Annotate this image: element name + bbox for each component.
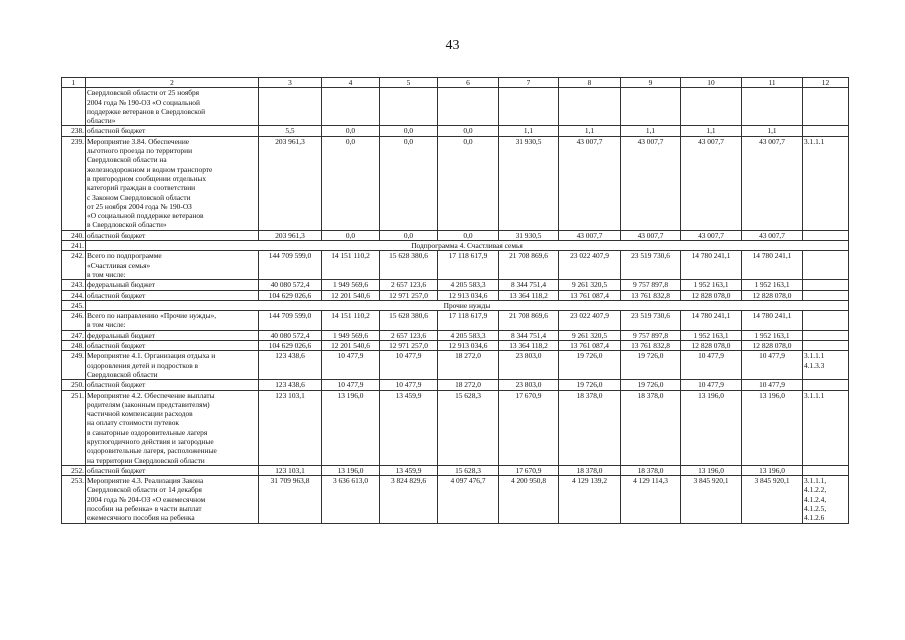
row-name: областной бюджет [86,290,259,300]
value-cell: 18 378,0 [621,465,681,475]
value-cell: 21 708 869,6 [499,251,559,280]
row-name: федеральный бюджет [86,330,259,340]
value-cell: 12 971 257,0 [380,341,438,351]
value-cell: 13 196,0 [681,390,742,465]
value-cell: 13 196,0 [681,465,742,475]
value-cell: 203 961,3 [259,136,322,230]
row-number: 249. [62,351,86,380]
value-cell: 10 477,9 [742,351,803,380]
value-cell: 104 629 026,6 [259,341,322,351]
value-cell: 0,0 [322,126,380,136]
value-cell: 0,0 [322,230,380,240]
value-cell: 123 438,6 [259,380,322,390]
value-cell: 14 780 241,1 [681,311,742,331]
value-cell: 0,0 [438,230,499,240]
value-cell: 3 845 920,1 [681,476,742,523]
value-cell: 123 103,1 [259,390,322,465]
row-number [62,88,86,126]
header-cell: 4 [322,78,380,88]
value-cell: 31 930,5 [499,230,559,240]
value-cell: 40 080 572,4 [259,280,322,290]
value-cell: 1,1 [681,126,742,136]
table-row [62,351,849,380]
value-cell: 19 726,0 [559,380,621,390]
value-cell: 12 201 540,6 [322,290,380,300]
value-cell: 12 828 078,0 [681,341,742,351]
value-cell: 4 205 583,3 [438,330,499,340]
target-code [803,88,849,126]
value-cell: 9 261 320,5 [559,280,621,290]
page-number: 43 [445,38,460,53]
value-cell: 43 007,7 [742,136,803,230]
row-number: 238. [62,126,86,136]
value-cell: 4 129 114,3 [621,476,681,523]
header-cell: 1 [62,78,86,88]
value-cell [322,88,380,126]
target-code [803,290,849,300]
row-number: 241. [62,241,86,251]
value-cell: 17 670,9 [499,390,559,465]
value-cell: 18 378,0 [559,390,621,465]
value-cell: 15 628,3 [438,465,499,475]
table-row [62,330,849,340]
value-cell: 5,5 [259,126,322,136]
row-number: 246. [62,311,86,331]
value-cell: 14 780 241,1 [681,251,742,280]
value-cell: 14 780 241,1 [742,311,803,331]
value-cell: 3 824 829,6 [380,476,438,523]
value-cell: 14 780 241,1 [742,251,803,280]
value-cell [559,88,621,126]
value-cell: 12 201 540,6 [322,341,380,351]
target-code [803,230,849,240]
value-cell: 31 930,5 [499,136,559,230]
row-number: 240. [62,230,86,240]
value-cell: 23 803,0 [499,380,559,390]
target-code [803,380,849,390]
value-cell: 0,0 [380,136,438,230]
value-cell: 203 961,3 [259,230,322,240]
value-cell: 1 949 569,6 [322,330,380,340]
header-cell: 3 [259,78,322,88]
table-row [62,136,849,230]
row-name: Всего по подпрограмме «Счастливая семья» в том числе: [86,251,259,280]
value-cell: 4 097 476,7 [438,476,499,523]
value-cell: 0,0 [322,136,380,230]
value-cell: 0,0 [438,136,499,230]
row-name: Мероприятие 4.1. Организация отдыха и оздоровления детей и подростков в Свердловской области [86,351,259,380]
row-name: областной бюджет [86,230,259,240]
value-cell: 18 378,0 [559,465,621,475]
value-cell: 123 103,1 [259,465,322,475]
row-name: Мероприятие 4.2. Обеспечение выплаты родителям (законным представителям) частичной компенсации расходов на оплату стоимости путевок в санаторные оздоровительные лагеря круглогодичного действия и загородные оздоровительные лагеря, расположенные на территории Свердловской области [86,390,259,465]
value-cell: 4 129 139,2 [559,476,621,523]
target-code: 3.1.1.1, 4.1.2.2, 4.1.2.4, 4.1.2.5, 4.1.2.6 [803,476,849,523]
target-code: 3.1.1.1 4.1.3.3 [803,351,849,380]
header-cell: 12 [803,78,849,88]
value-cell: 13 761 087,4 [559,290,621,300]
target-code [803,126,849,136]
row-number: 245. [62,300,86,310]
table-row [62,380,849,390]
value-cell: 12 828 078,0 [742,290,803,300]
header-row [62,78,849,88]
header-cell: 11 [742,78,803,88]
table-row [62,88,849,126]
value-cell: 3 636 613,0 [322,476,380,523]
header-cell: 6 [438,78,499,88]
target-code: 3.1.1.1 [803,390,849,465]
row-name: областной бюджет [86,380,259,390]
value-cell: 23 519 730,6 [621,251,681,280]
value-cell: 104 629 026,6 [259,290,322,300]
value-cell: 13 196,0 [322,390,380,465]
value-cell: 4 200 950,8 [499,476,559,523]
value-cell: 4 205 583,3 [438,280,499,290]
value-cell: 8 344 751,4 [499,280,559,290]
value-cell: 2 657 123,6 [380,330,438,340]
value-cell: 12 913 034,6 [438,341,499,351]
value-cell [438,88,499,126]
value-cell: 9 261 320,5 [559,330,621,340]
value-cell: 10 477,9 [380,380,438,390]
row-name: Свердловской области от 25 ноября 2004 года № 190-ОЗ «О социальной поддержке ветеранов в Свердловской области» [86,88,259,126]
value-cell: 1,1 [559,126,621,136]
table-row [62,251,849,280]
value-cell: 17 118 617,9 [438,251,499,280]
value-cell: 43 007,7 [559,230,621,240]
value-cell: 12 828 078,0 [681,290,742,300]
table-row [62,465,849,475]
row-number: 251. [62,390,86,465]
value-cell: 15 628 380,6 [380,311,438,331]
value-cell: 14 151 110,2 [322,251,380,280]
table-row [62,230,849,240]
value-cell: 0,0 [438,126,499,136]
value-cell: 17 670,9 [499,465,559,475]
value-cell: 12 828 078,0 [742,341,803,351]
value-cell: 13 761 832,8 [621,290,681,300]
value-cell: 144 709 599,0 [259,251,322,280]
value-cell: 13 196,0 [742,390,803,465]
target-code [803,251,849,280]
value-cell: 18 272,0 [438,351,499,380]
section-title: Подпрограмма 4. Счастливая семья [86,241,849,251]
value-cell: 31 709 963,8 [259,476,322,523]
table-row [62,476,849,523]
table-row [62,311,849,331]
value-cell: 15 628 380,6 [380,251,438,280]
value-cell: 8 344 751,4 [499,330,559,340]
value-cell: 144 709 599,0 [259,311,322,331]
target-code: 3.1.1.1 [803,136,849,230]
value-cell: 1,1 [499,126,559,136]
target-code [803,330,849,340]
value-cell [742,88,803,126]
value-cell: 10 477,9 [681,351,742,380]
row-name: федеральный бюджет [86,280,259,290]
value-cell: 23 803,0 [499,351,559,380]
row-name: областной бюджет [86,126,259,136]
value-cell: 1 952 163,1 [742,280,803,290]
value-cell: 23 519 730,6 [621,311,681,331]
value-cell: 14 151 110,2 [322,311,380,331]
table-row [62,290,849,300]
budget-table [61,77,849,524]
row-name: Мероприятие 4.3. Реализация Закона Свердловской области от 14 декабря 2004 года № 204-ОЗ «О ежемесячном пособии на ребенка» в части выплат ежемесячного пособия на ребенка [86,476,259,523]
value-cell: 123 438,6 [259,351,322,380]
value-cell: 13 196,0 [742,465,803,475]
table-row [62,341,849,351]
value-cell: 43 007,7 [621,230,681,240]
row-number: 247. [62,330,86,340]
row-name: Мероприятие 3.84. Обеспечение льготного проезда по территории Свердловской области на железнодорожном и водном транспорте в пригородном сообщении отдельных категорий граждан в соответствии с Законом Свердловской области от 25 ноября 2004 года № 190-ОЗ «О социальной поддержке ветеранов в Свердловской области» [86,136,259,230]
value-cell: 13 196,0 [322,465,380,475]
value-cell: 21 708 869,6 [499,311,559,331]
value-cell: 19 726,0 [621,351,681,380]
value-cell: 1 952 163,1 [681,330,742,340]
table-row [62,241,849,251]
header-cell: 9 [621,78,681,88]
header-cell: 8 [559,78,621,88]
value-cell: 2 657 123,6 [380,280,438,290]
value-cell: 19 726,0 [621,380,681,390]
value-cell: 0,0 [380,230,438,240]
value-cell [681,88,742,126]
value-cell: 17 118 617,9 [438,311,499,331]
target-code [803,311,849,331]
value-cell: 10 477,9 [681,380,742,390]
row-number: 253. [62,476,86,523]
value-cell: 13 364 118,2 [499,341,559,351]
row-number: 252. [62,465,86,475]
value-cell: 12 913 034,6 [438,290,499,300]
value-cell: 13 761 832,8 [621,341,681,351]
value-cell [621,88,681,126]
value-cell: 1,1 [742,126,803,136]
value-cell [499,88,559,126]
row-name: областной бюджет [86,465,259,475]
value-cell: 15 628,3 [438,390,499,465]
value-cell: 19 726,0 [559,351,621,380]
header-cell: 10 [681,78,742,88]
table-row [62,126,849,136]
row-number: 250. [62,380,86,390]
row-number: 243. [62,280,86,290]
value-cell: 1,1 [621,126,681,136]
value-cell [259,88,322,126]
value-cell: 43 007,7 [681,230,742,240]
row-number: 248. [62,341,86,351]
row-name: Всего по направлению «Прочие нужды», в том числе: [86,311,259,331]
value-cell: 43 007,7 [559,136,621,230]
target-code [803,465,849,475]
value-cell: 18 378,0 [621,390,681,465]
value-cell: 9 757 897,8 [621,280,681,290]
value-cell: 1 949 569,6 [322,280,380,290]
value-cell: 10 477,9 [380,351,438,380]
value-cell: 10 477,9 [322,380,380,390]
value-cell: 1 952 163,1 [742,330,803,340]
row-number: 242. [62,251,86,280]
value-cell: 13 459,9 [380,465,438,475]
value-cell: 40 080 572,4 [259,330,322,340]
row-number: 239. [62,136,86,230]
value-cell: 10 477,9 [322,351,380,380]
value-cell: 3 845 920,1 [742,476,803,523]
target-code [803,280,849,290]
table-row [62,280,849,290]
row-name: областной бюджет [86,341,259,351]
value-cell: 1 952 163,1 [681,280,742,290]
header-cell: 2 [86,78,259,88]
value-cell: 10 477,9 [742,380,803,390]
row-number: 244. [62,290,86,300]
value-cell: 13 364 118,2 [499,290,559,300]
header-cell: 5 [380,78,438,88]
target-code [803,341,849,351]
value-cell: 23 022 407,9 [559,311,621,331]
value-cell: 13 459,9 [380,390,438,465]
section-title: Прочие нужды [86,300,849,310]
value-cell: 13 761 087,4 [559,341,621,351]
value-cell: 12 971 257,0 [380,290,438,300]
table-row [62,300,849,310]
value-cell: 43 007,7 [742,230,803,240]
value-cell [380,88,438,126]
value-cell: 9 757 897,8 [621,330,681,340]
value-cell: 0,0 [380,126,438,136]
header-cell: 7 [499,78,559,88]
table-body [62,78,849,524]
value-cell: 18 272,0 [438,380,499,390]
table-row [62,390,849,465]
value-cell: 23 022 407,9 [559,251,621,280]
value-cell: 43 007,7 [681,136,742,230]
value-cell: 43 007,7 [621,136,681,230]
